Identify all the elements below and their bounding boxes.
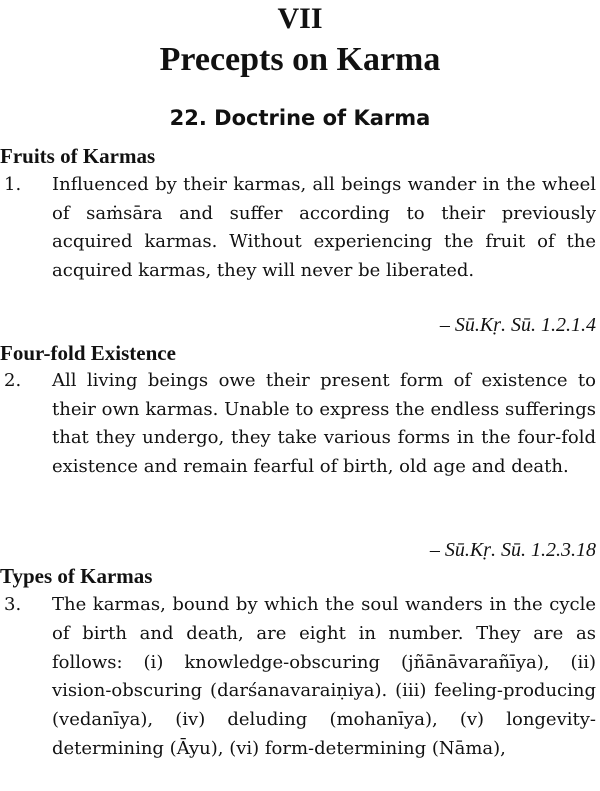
verse-text: All living beings owe their present form of existence to their own karmas. Unable to express the endless sufferings that they undergo, they take various forms in the four-fold existence and remain fearful of birth, old age and death. bbox=[52, 370, 596, 477]
entry-heading: Types of Karmas bbox=[0, 564, 153, 588]
verse-number: 1. bbox=[4, 174, 22, 195]
verse-paragraph bbox=[4, 591, 596, 764]
verse-text: Influenced by their karmas, all beings wander in the wheel of saṁsāra and suffer according to their previously acquired karmas. Without experiencing the fruit of the acquired karmas, they will never be liberated. bbox=[52, 174, 596, 281]
entry-heading: Fruits of Karmas bbox=[0, 144, 156, 168]
verse-citation: – Sū.Kṛ. Sū. 1.2.1.4 bbox=[439, 314, 596, 336]
verse-paragraph bbox=[4, 367, 596, 481]
verse-number: 3. bbox=[4, 594, 22, 615]
chapter-number: VII bbox=[277, 2, 323, 35]
entry-heading: Four-fold Existence bbox=[0, 341, 176, 365]
section-title: 22. Doctrine of Karma bbox=[169, 106, 431, 130]
verse-paragraph bbox=[4, 171, 596, 285]
chapter-title: Precepts on Karma bbox=[159, 41, 441, 78]
verse-citation: – Sū.Kṛ. Sū. 1.2.3.18 bbox=[429, 539, 596, 561]
verse-text: The karmas, bound by which the soul wanders in the cycle of birth and death, are eight in number. They are as follows: (i) knowledge-obscuring (jñānāvarañīya), (ii) vision-obscuring (darśanavaraiṇiya). (iii) feeling-producing (vedanīya), (iv) deluding (mohanīya), (v) longevity-determining (Āyu), (vi) form-determining (Nāma), bbox=[52, 594, 596, 759]
verse-number: 2. bbox=[4, 370, 22, 391]
